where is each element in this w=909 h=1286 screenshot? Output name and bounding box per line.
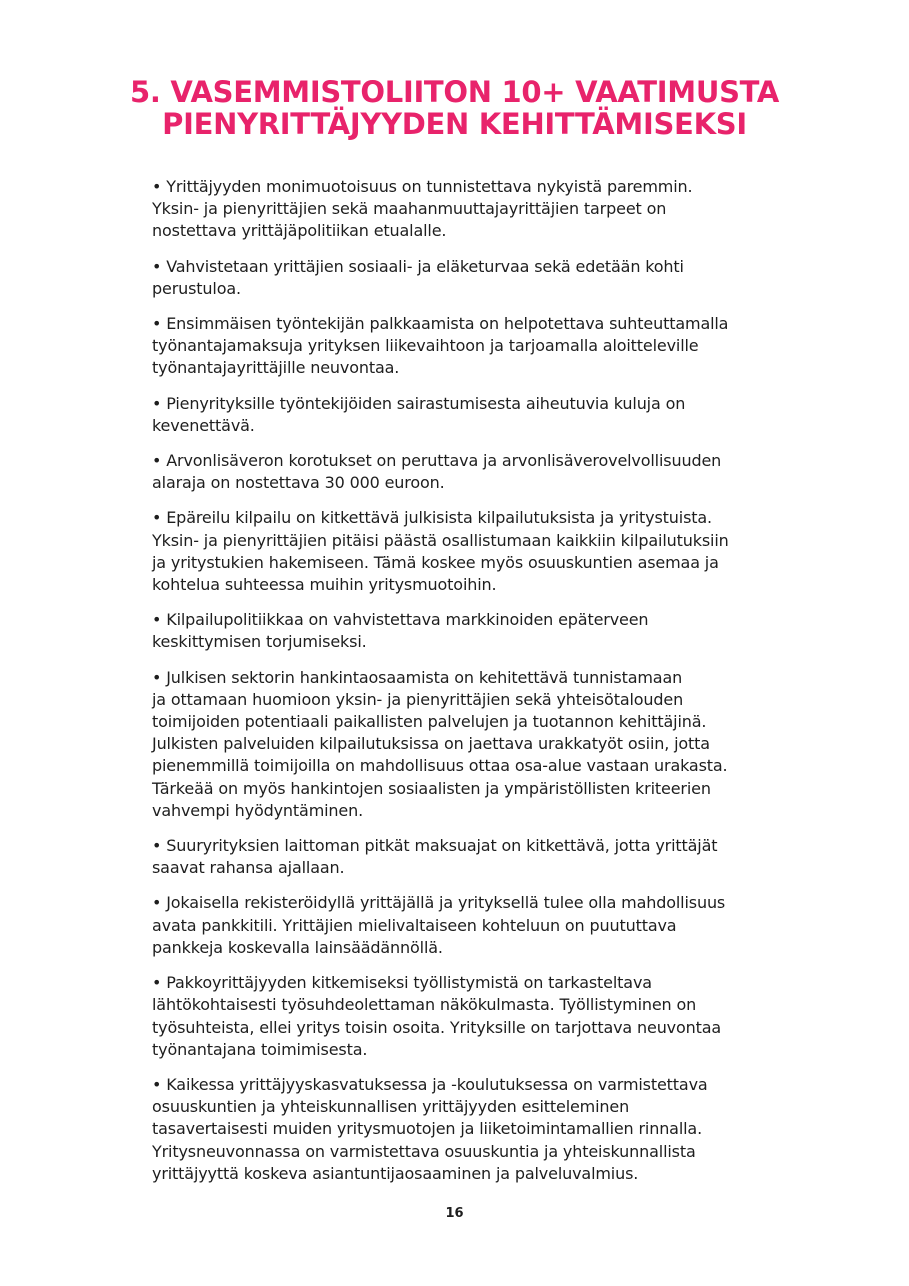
list-item-line: ja yritystukien hakemiseen. Tämä koskee myös osuuskuntien asemaa ja <box>152 552 719 572</box>
list-item-line: toimijoiden potentiaali paikallisten palvelujen ja tuotannon kehittäjinä. <box>152 712 707 732</box>
list-item <box>152 507 762 596</box>
list-item-line: nostettava yrittäjäpolitiikan etualalle. <box>152 221 447 241</box>
list-item-line: työnantajamaksuja yrityksen liikevaihtoon ja tarjoamalla aloitteleville <box>152 336 699 356</box>
list-item-line: Yritysneuvonnassa on varmistettava osuuskuntia ja yhteiskunnallista <box>152 1141 696 1161</box>
list-item-line: pankkeja koskevalla lainsäädännöllä. <box>152 937 443 957</box>
list-item-line: Tärkeää on myös hankintojen sosiaalisten ja ympäristöllisten kriteerien <box>152 778 711 798</box>
list-item-line: • Kaikessa yrittäjyyskasvatuksessa ja -koulutuksessa on varmistettava <box>152 1074 708 1094</box>
list-item-line: kevenettävä. <box>152 415 255 435</box>
list-item-line: Yksin- ja pienyrittäjien sekä maahanmuuttajayrittäjien tarpeet on <box>152 199 667 219</box>
page-title-line-1: 5. VASEMMISTOLIITON 10+ VAATIMUSTA <box>129 75 780 109</box>
list-item-line: • Kilpailupolitiikkaa on vahvistettava markkinoiden epäterveen <box>152 610 649 630</box>
list-item-line: työnantajana toimimisesta. <box>152 1039 368 1059</box>
list-item-line: • Vahvistetaan yrittäjien sosiaali- ja eläketurvaa sekä edetään kohti <box>152 256 684 276</box>
list-item-line: • Suuryrityksien laittoman pitkät maksuajat on kitkettävä, jotta yrittäjät <box>152 836 718 856</box>
list-item-line: • Ensimmäisen työntekijän palkkaamista on helpotettava suhteuttamalla <box>152 314 729 334</box>
list-item-line: ja ottamaan huomioon yksin- ja pienyrittäjien sekä yhteisötalouden <box>152 689 684 709</box>
list-item <box>152 892 762 959</box>
list-item <box>152 1074 762 1185</box>
list-item-line: • Arvonlisäveron korotukset on peruttava ja arvonlisäverovelvollisuuden <box>152 451 722 471</box>
list-item-line: • Yrittäjyyden monimuotoisuus on tunnistettava nykyistä paremmin. <box>152 177 693 196</box>
list-item-line: • Julkisen sektorin hankintaosaamista on kehitettävä tunnistamaan <box>152 667 683 687</box>
list-item-line: työnantajayrittäjille neuvontaa. <box>152 358 400 378</box>
list-item-line: tasavertaisesti muiden yritysmuotojen ja liiketoimintamallien rinnalla. <box>152 1119 703 1139</box>
list-item-line: yrittäjyyttä koskeva asiantuntijaosaaminen ja palveluvalmius. <box>152 1163 639 1183</box>
list-item-line: alaraja on nostettava 30 000 euroon. <box>152 473 445 493</box>
demands-list <box>152 176 762 1198</box>
list-item <box>152 450 762 494</box>
list-item <box>152 176 762 243</box>
list-item-line: Julkisten palveluiden kilpailutuksissa on jaettava urakkatyöt osiin, jotta <box>152 734 710 754</box>
list-item-line: Yksin- ja pienyrittäjien pitäisi päästä osallistumaan kaikkiin kilpailutuksiin <box>152 530 729 550</box>
list-item-line: saavat rahansa ajallaan. <box>152 858 345 878</box>
list-item-line: • Pienyrityksille työntekijöiden sairastumisesta aiheutuvia kuluja on <box>152 393 686 413</box>
list-item-line: keskittymisen torjumiseksi. <box>152 632 367 652</box>
list-item-line: avata pankkitili. Yrittäjien mielivaltaiseen kohteluun on puututtava <box>152 915 677 935</box>
list-item-line: • Jokaisella rekisteröidyllä yrittäjällä ja yrityksellä tulee olla mahdollisuus <box>152 893 726 913</box>
list-item <box>152 835 762 879</box>
list-item-line: vahvempi hyödyntäminen. <box>152 800 364 820</box>
list-item-line: • Epäreilu kilpailu on kitkettävä julkisista kilpailutuksista ja yritystuista. <box>152 508 712 528</box>
page-title <box>40 76 869 140</box>
list-item <box>152 393 762 437</box>
list-item-line: kohtelua suhteessa muihin yritysmuotoihin. <box>152 575 497 595</box>
list-item-line: lähtökohtaisesti työsuhdeolettaman näkökulmasta. Työllistyminen on <box>152 995 697 1015</box>
list-item-line: pienemmillä toimijoilla on mahdollisuus ottaa osa-alue vastaan urakasta. <box>152 756 728 776</box>
list-item-line: perustuloa. <box>152 278 241 298</box>
list-item <box>152 256 762 300</box>
list-item-line: työsuhteista, ellei yritys toisin osoita. Yrityksille on tarjottava neuvontaa <box>152 1017 722 1037</box>
list-item-line: • Pakkoyrittäjyyden kitkemiseksi työllistymistä on tarkasteltava <box>152 973 652 993</box>
list-item-line: osuuskuntien ja yhteiskunnallisen yrittäjyyden esitteleminen <box>152 1097 630 1117</box>
list-item <box>152 313 762 380</box>
list-item <box>152 609 762 653</box>
page-number: 16 <box>445 1206 464 1221</box>
list-item <box>152 972 762 1061</box>
page-title-line-2: PIENYRITTÄJYYDEN KEHITTÄMISEKSI <box>162 107 747 141</box>
list-item <box>152 667 762 822</box>
